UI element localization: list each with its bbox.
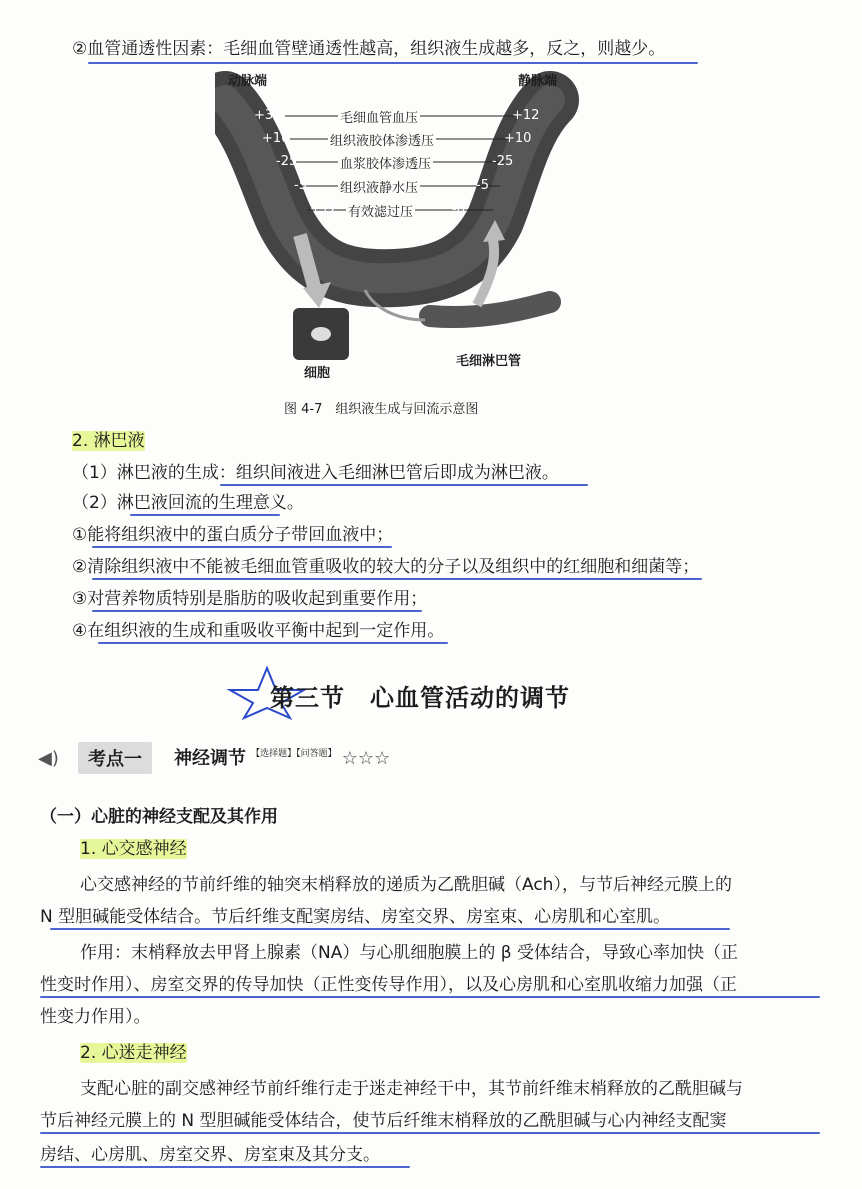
lymph-item-1: （1）淋巴液的生成：组织间液进入毛细淋巴管后即成为淋巴液。	[72, 463, 559, 483]
symp-p1-line2: N 型胆碱能受体结合。节后纤维支配窦房结、房室交界、房室束、心房肌和心室肌。	[40, 907, 671, 927]
vagus-line3: 房结、心房肌、房室交界、房室束及其分支。	[40, 1145, 380, 1165]
row-label: 组织液静水压	[338, 177, 420, 196]
permeability-line: ②血管通透性因素：毛细血管壁通透性越高，组织液生成越多，反之，则越少。	[72, 39, 666, 59]
lymph-point: ①能将组织液中的蛋白质分子带回血液中；	[72, 525, 394, 545]
row-right-value: -5	[476, 178, 489, 193]
symp-heading	[80, 838, 187, 860]
row-label: 血浆胶体渗透压	[338, 153, 433, 172]
pen-underline	[92, 546, 392, 548]
symp-p2-line3: 性变力作用）。	[40, 1007, 151, 1027]
lymph-heading	[72, 430, 145, 452]
row-right-value: +12	[512, 108, 540, 123]
pen-underline	[98, 642, 448, 644]
row-label: 组织液胶体渗透压	[328, 130, 436, 149]
row-left-value: -25	[276, 154, 298, 169]
lymph-vessel	[430, 302, 550, 317]
pen-underline	[40, 1166, 410, 1168]
speaker-icon: ◀)	[38, 748, 59, 769]
symp-p2-line2: 性变时作用）、房室交界的传导加快（正性变传导作用），以及心房肌和心室肌收缩力加强（正	[40, 975, 737, 995]
row-right-value: -8	[452, 202, 465, 217]
lymph-point: ④在组织液的生成和重吸收平衡中起到一定作用。	[72, 621, 445, 641]
section-title: 第三节 心血管活动的调节	[270, 684, 570, 712]
symp-p2-line1: 作用：末梢释放去甲肾上腺素（NA）与心肌细胞膜上的 β 受体结合，导致心率加快（正	[80, 943, 739, 963]
lymph-point: ②清除组织液中不能被毛细血管重吸收的较大的分子以及组织中的红细胞和细菌等；	[72, 557, 700, 577]
lymph-item-2: （2）淋巴液回流的生理意义。	[72, 493, 304, 513]
kaodian-title: 神经调节	[174, 748, 246, 769]
arterial-end-label: 动脉端	[228, 74, 268, 89]
row-right-value: -25	[492, 154, 514, 169]
heart-heading: （一）心脏的神经支配及其作用	[40, 807, 278, 827]
lymph-vessel-label: 毛细淋巴管	[456, 354, 522, 369]
pen-underline	[88, 62, 698, 64]
lymph-heading-text: 2. 淋巴液	[72, 431, 145, 451]
cell-label: 细胞	[304, 366, 331, 381]
row-left-value: +32	[254, 108, 282, 123]
row-label: 有效滤过压	[346, 201, 415, 220]
row-label: 毛细血管血压	[338, 107, 420, 126]
figure-caption: 图 4-7 组织液生成与回流示意图	[284, 402, 479, 417]
kaodian-tags: 【选择题】【问答题】	[251, 749, 337, 759]
venous-end-label: 静脉端	[518, 74, 558, 89]
pen-underline	[130, 514, 280, 516]
pen-underline	[92, 610, 422, 612]
symp-heading-text: 1. 心交感神经	[80, 839, 187, 859]
pen-underline	[50, 928, 730, 930]
pen-underline	[40, 996, 820, 998]
vagus-heading	[80, 1042, 187, 1064]
pen-underline	[220, 484, 588, 486]
vagus-line2: 节后神经元膜上的 N 型胆碱能受体结合，使节后纤维末梢释放的乙酰胆碱与心内神经支配窦	[40, 1111, 727, 1131]
row-left-value: +12	[310, 202, 338, 217]
pen-underline	[92, 578, 702, 580]
symp-p1-line1: 心交感神经的节前纤维的轴突末梢释放的递质为乙酰胆碱（Ach），与节后神经元膜上的	[80, 875, 732, 895]
row-left-value: +10	[262, 131, 290, 146]
kaodian-badge: 考点一	[78, 742, 152, 774]
kaodian-title-row	[174, 744, 390, 770]
kaodian-stars: ☆☆☆	[341, 748, 391, 769]
vagus-line1: 支配心脏的副交感神经节前纤维行走于迷走神经干中，其节前纤维末梢释放的乙酰胆碱与	[80, 1079, 743, 1099]
lymph-point: ③对营养物质特别是脂肪的吸收起到重要作用；	[72, 589, 428, 609]
vagus-heading-text: 2. 心迷走神经	[80, 1043, 187, 1063]
row-left-value: -5	[294, 178, 307, 193]
row-right-value: +10	[504, 131, 532, 146]
pen-underline	[40, 1132, 820, 1134]
